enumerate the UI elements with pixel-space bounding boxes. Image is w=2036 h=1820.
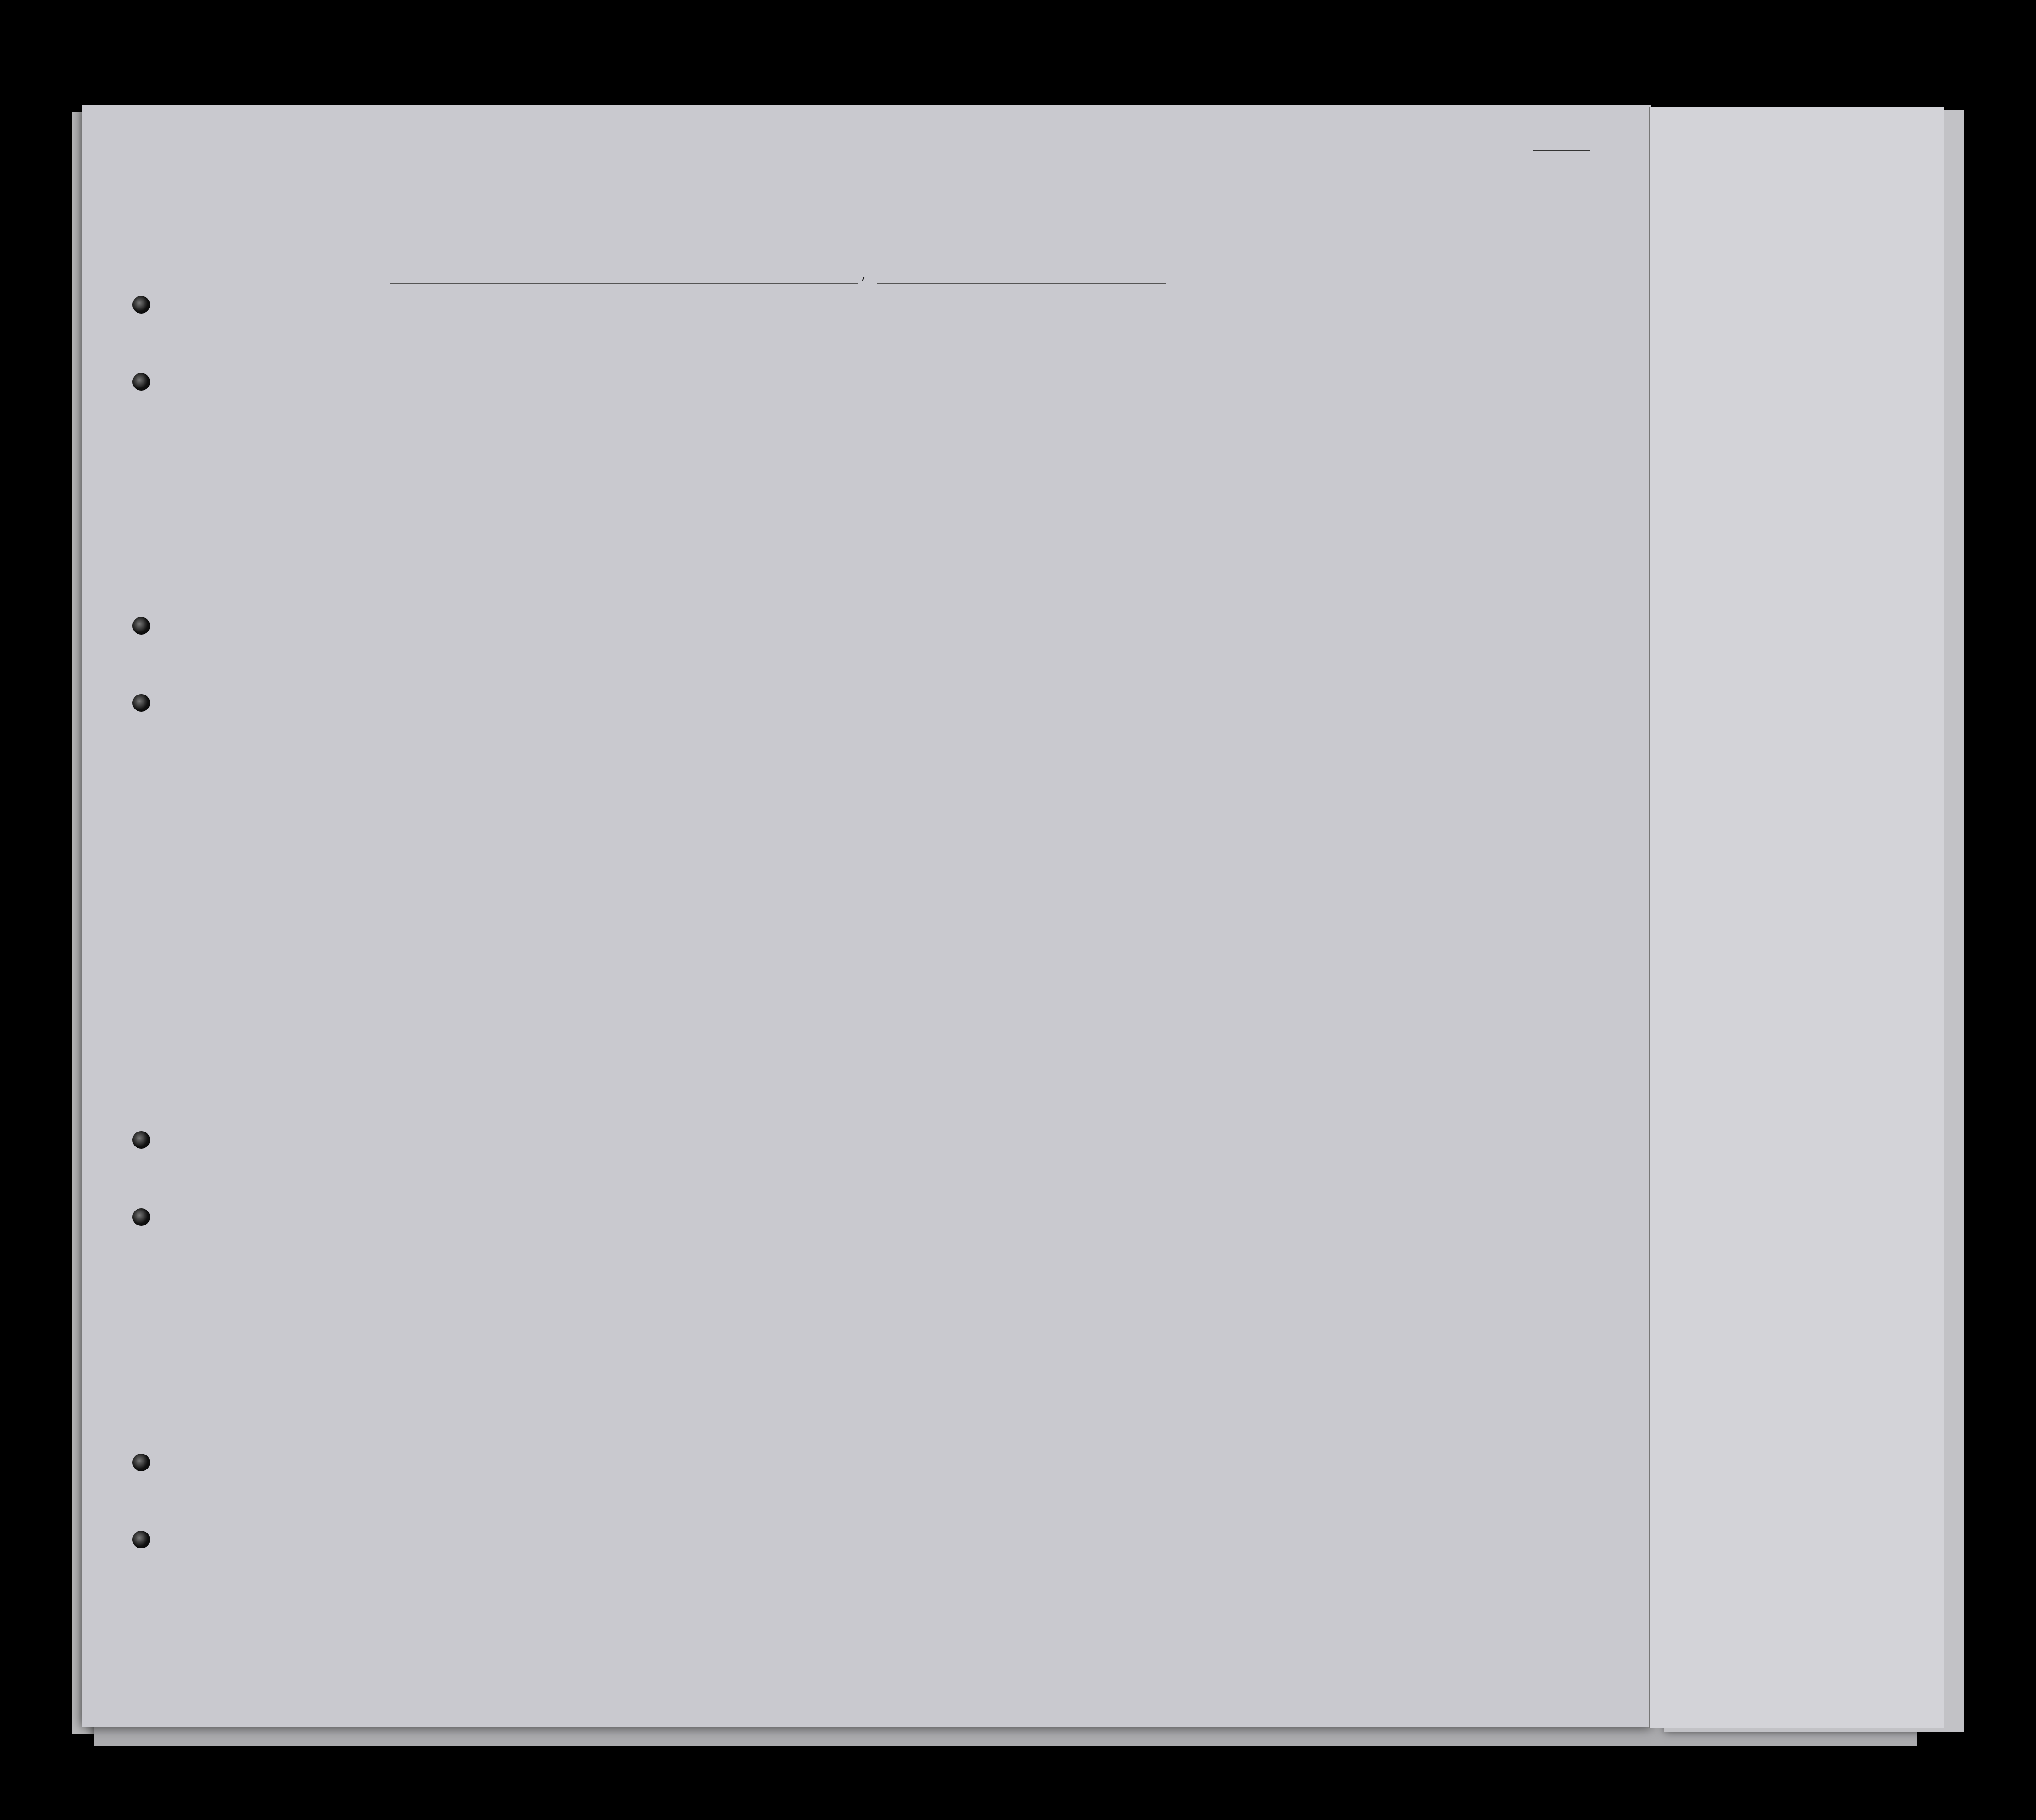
- comma: ,: [859, 266, 868, 283]
